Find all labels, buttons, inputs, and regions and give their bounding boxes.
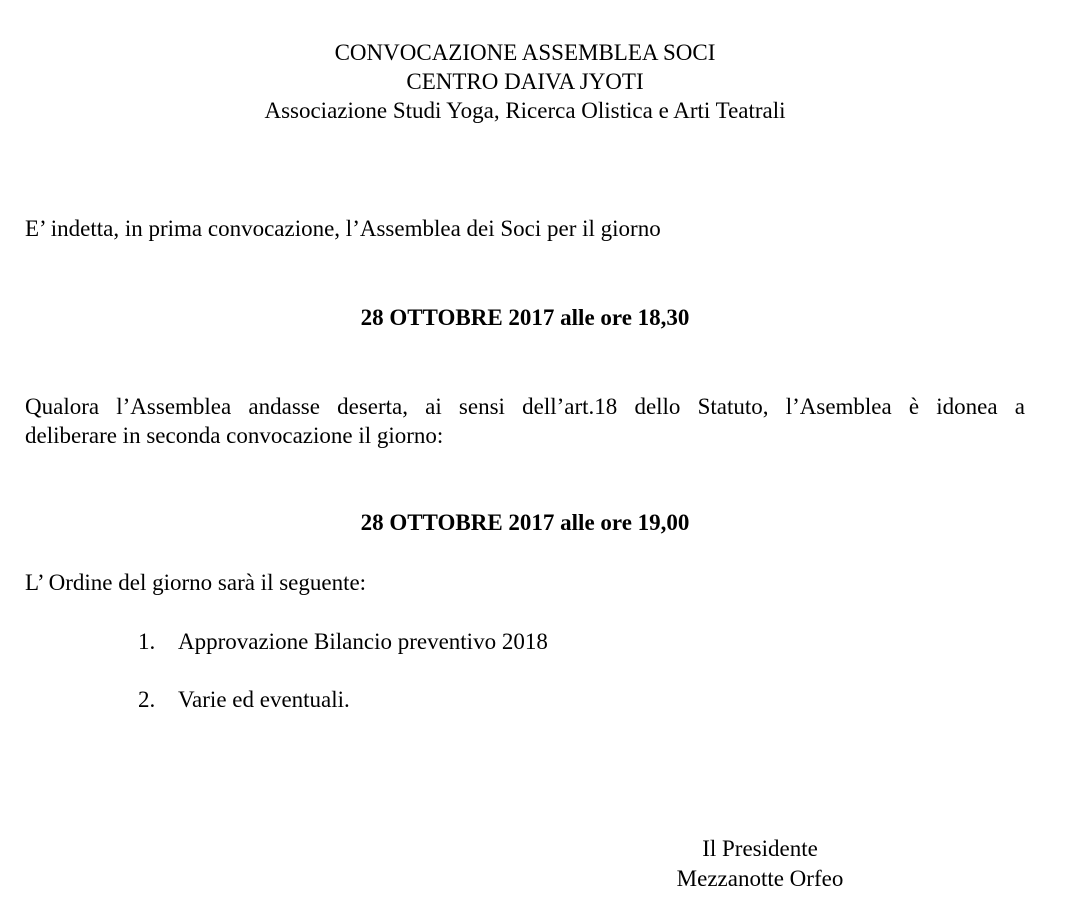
agenda-item-number: 1. [138, 629, 156, 654]
agenda-intro: L’ Ordine del giorno sarà il seguente: [25, 570, 367, 595]
agenda-item [138, 629, 548, 655]
agenda-item [138, 687, 350, 713]
second-convocation-paragraph [25, 392, 1025, 450]
first-convocation-date: 28 OTTOBRE 2017 alle ore 18,30 [360, 305, 690, 330]
second-convocation-date: 28 OTTOBRE 2017 alle ore 19,00 [360, 510, 690, 535]
second-convocation-line-1: Qualora l’Assemblea andasse deserta, ai sensi dell’art.18 dello Statuto, l’Asemblea è idonea a [25, 394, 1025, 419]
organization-subtitle: Associazione Studi Yoga, Ricerca Olistica e Arti Teatrali [264, 98, 786, 123]
agenda-item-number: 2. [138, 687, 156, 712]
signature-name: Mezzanotte Orfeo [676, 866, 844, 891]
agenda-item-text: Approvazione Bilancio preventivo 2018 [178, 629, 548, 654]
agenda-item-text: Varie ed eventuali. [178, 687, 350, 712]
signature-role: Il Presidente [702, 836, 818, 861]
document-title: CONVOCAZIONE ASSEMBLEA SOCI [334, 40, 716, 65]
organization-name: CENTRO DAIVA JYOTI [406, 69, 644, 94]
intro-paragraph: E’ indetta, in prima convocazione, l’Assemblea dei Soci per il giorno [25, 216, 661, 241]
second-convocation-line-2: deliberare in seconda convocazione il giorno: [25, 423, 444, 448]
